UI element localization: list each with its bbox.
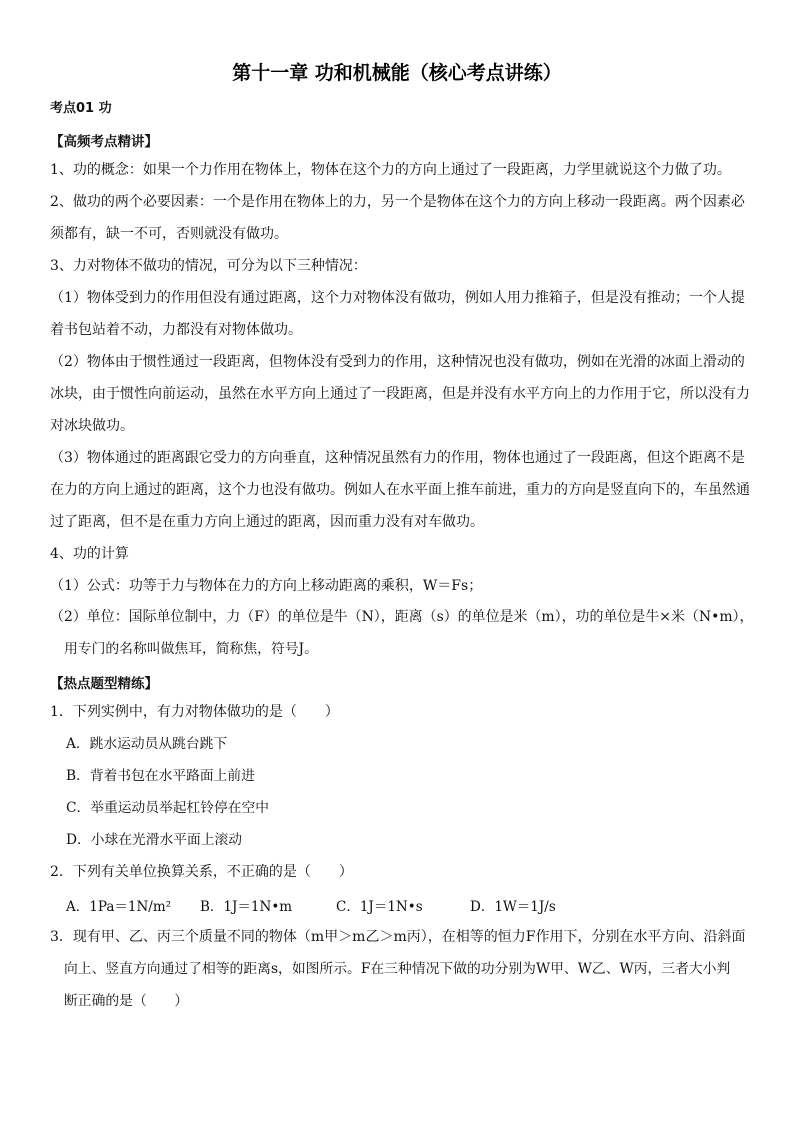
text-line: 2、做功的两个必要因素：一个是作用在物体上的力，另一个是物体在这个力的方向上移动一段距离。两个因素必 <box>50 194 745 210</box>
text-line: （2）物体由于惯性通过一段距离，但物体没有受到力的作用，这种情况也没有做功，例如在光滑的冰面上滑动的 <box>50 354 745 370</box>
question-2-option-b: B．1J＝1N•m <box>200 899 293 915</box>
topic-heading: 考点01 功 <box>50 101 112 116</box>
text-line: （1）公式：功等于力与物体在力的方向上移动距离的乘积，W＝Fs； <box>50 578 483 594</box>
page-title: 第十一章 功和机械能（核心考点讲练） <box>232 62 562 84</box>
text-line: 4、功的计算 <box>50 546 129 562</box>
question-1-option-b: B．背着书包在水平路面上前进 <box>66 768 255 784</box>
text-line: （3）物体通过的距离跟它受力的方向垂直，这种情况虽然有力的作用，物体也通过了一段距离，但这个距离不是 <box>50 450 745 466</box>
section-heading-lecture: 【高频考点精讲】 <box>50 134 158 150</box>
text-line: 冰块，由于惯性向前运动，虽然在水平方向上通过了一段距离，但是并没有水平方向上的力作用于它，所以没有力 <box>50 386 750 402</box>
question-1-stem: 1．下列实例中，有力对物体做功的是（ ） <box>50 704 339 720</box>
question-1-option-d: D．小球在光滑水平面上滚动 <box>66 832 243 848</box>
section-heading-practice: 【热点题型精练】 <box>50 676 158 692</box>
question-3-line: 断正确的是（ ） <box>64 993 189 1009</box>
question-2-stem: 2．下列有关单位换算关系，不正确的是（ ） <box>50 864 353 880</box>
question-2-option-c: C．1J＝1N•s <box>336 899 423 915</box>
question-3-line: 3．现有甲、乙、丙三个质量不同的物体（m甲＞m乙＞m丙），在相等的恒力F作用下，分别在水平方向、沿斜面 <box>50 929 746 945</box>
text-line: 用专门的名称叫做焦耳，简称焦，符号J。 <box>64 641 318 657</box>
text-line: 须都有，缺一不可，否则就没有做功。 <box>50 226 288 242</box>
text-line: （2）单位：国际单位制中，力（F）的单位是牛（N），距离（s）的单位是米（m），功的单位是牛×米（N•m）， <box>50 609 754 625</box>
question-1-option-a: A．跳水运动员从跳台跳下 <box>66 736 228 752</box>
question-1-option-c: C．举重运动员举起杠铃停在空中 <box>66 800 270 816</box>
text-line: （1）物体受到力的作用但没有通过距离，这个力对物体没有做功，例如人用力推箱子，但是没有推动；一个人提 <box>50 290 745 306</box>
text-line: 1、功的概念：如果一个力作用在物体上，物体在这个力的方向上通过了一段距离，力学里就说这个力做了功。 <box>50 162 731 178</box>
text-line: 过了距离，但不是在重力方向上通过的距离，因而重力没有对车做功。 <box>50 514 484 530</box>
text-line: 着书包站着不动，力都没有对物体做功。 <box>50 322 302 338</box>
question-2-option-d: D．1W＝1J/s <box>470 899 556 915</box>
text-line: 3、力对物体不做功的情况，可分为以下三种情况： <box>50 258 367 274</box>
question-3-line: 向上、竖直方向通过了相等的距离s，如图所示。F在三种情况下做的功分别为W甲、W乙、W丙，三者大小判 <box>64 961 731 977</box>
question-2-options <box>66 895 556 915</box>
question-2-option-a: A．1Pa＝1N/m² <box>66 899 172 915</box>
text-line: 在力的方向上通过的距离，这个力也没有做功。例如人在水平面上推车前进，重力的方向是竖直向下的，车虽然通 <box>50 482 750 498</box>
text-line: 对冰块做功。 <box>50 418 134 434</box>
